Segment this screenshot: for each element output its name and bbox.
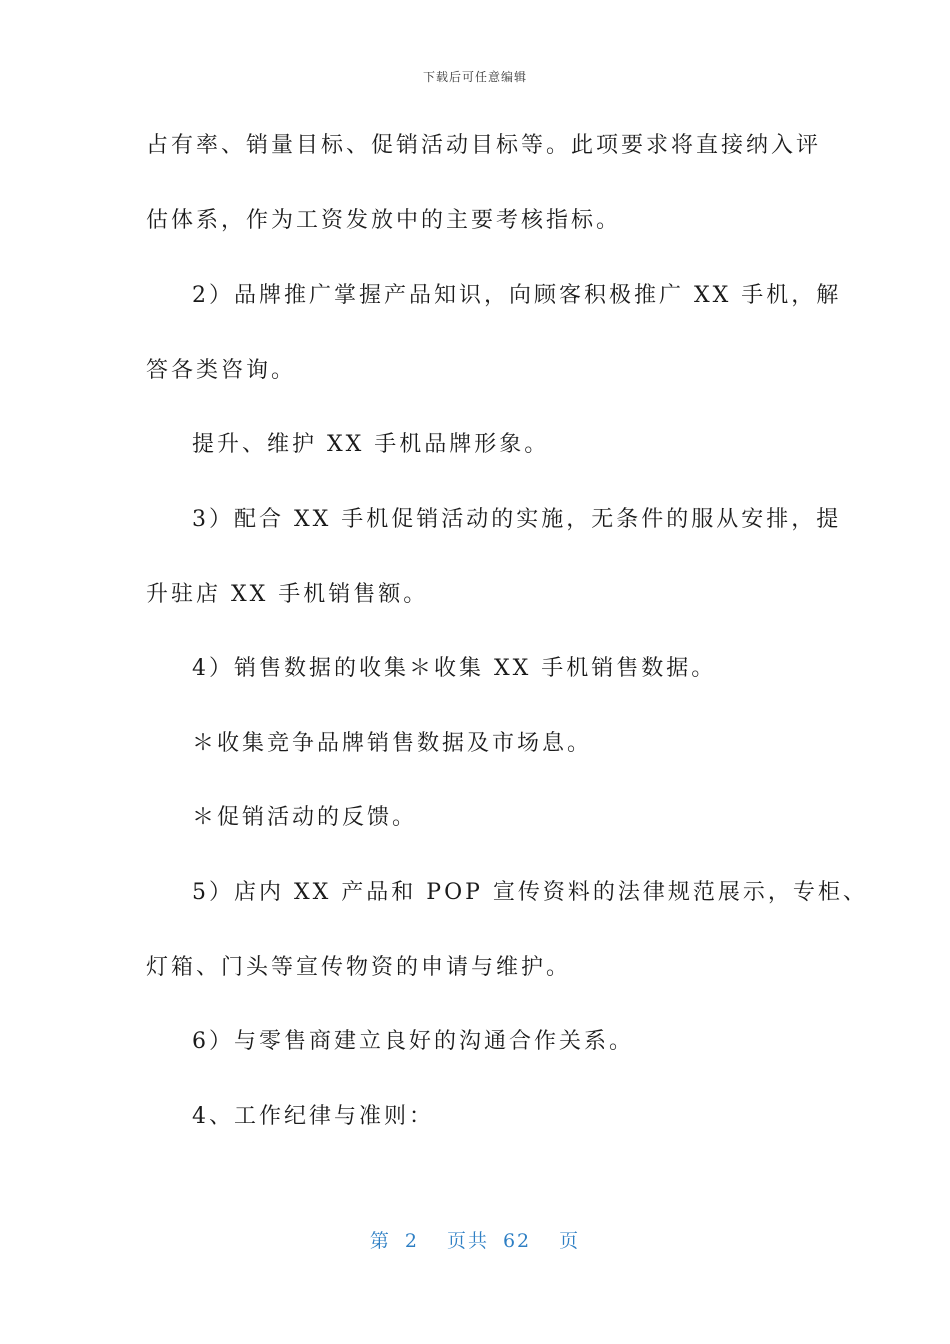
page-total: 62 [502,1230,532,1252]
body-line: 灯箱、门头等宣传物资的申请与维护。 [146,955,572,980]
body-line: 6）与零售商建立良好的沟通合作关系。 [192,1029,634,1054]
body-line: ＊促销活动的反馈。 [192,805,418,830]
page-number-footer [0,1226,950,1253]
body-line: 2）品牌推广掌握产品知识，向顾客积极推广 XX 手机，解 [192,283,842,308]
body-line: 占有率、销量目标、促销活动目标等。此项要求将直接纳入评 [146,133,822,158]
body-line: 5）店内 XX 产品和 POP 宣传资料的法律规范展示，专柜、 [192,880,868,905]
body-line: 4）销售数据的收集＊收集 XX 手机销售数据。 [192,656,717,681]
page-prefix: 第 [369,1230,391,1252]
page-header-note: 下载后可任意编辑 [422,70,527,84]
body-line: 3）配合 XX 手机促销活动的实施，无条件的服从安排，提 [192,507,842,532]
body-line: 升驻店 XX 手机销售额。 [146,582,429,607]
page-current: 2 [404,1230,419,1252]
body-line: 答各类咨询。 [146,358,297,383]
section-heading: 4、工作纪律与准则： [192,1104,434,1129]
body-line: 估体系，作为工资发放中的主要考核指标。 [146,208,622,233]
body-line: 提升、维护 XX 手机品牌形象。 [192,432,550,457]
page-suffix: 页 [559,1230,581,1252]
page-mid: 页共 [446,1230,489,1252]
body-line: ＊收集竞争品牌销售数据及市场息。 [192,731,593,756]
